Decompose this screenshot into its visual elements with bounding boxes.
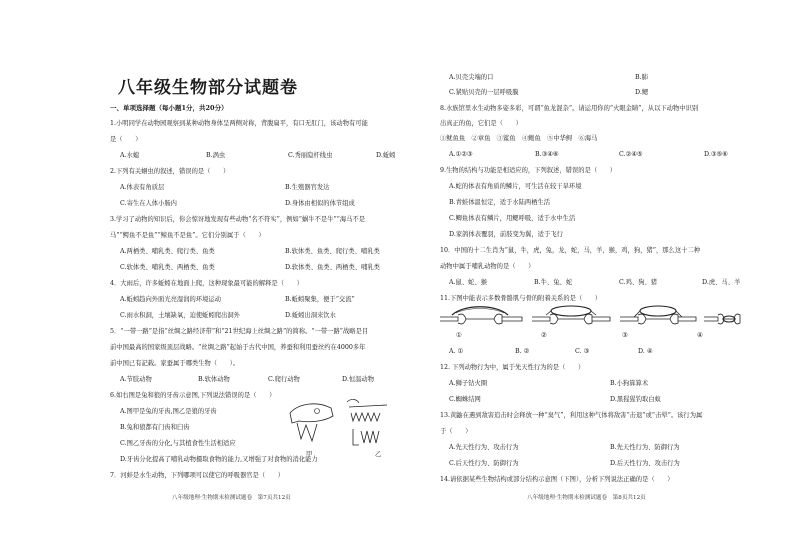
question-12-option-c[interactable]: C.蜘蛛结网 — [449, 396, 481, 403]
question-3-option-b[interactable]: B.软体类、鱼类、爬行类、哺乳类 — [285, 248, 380, 255]
section-heading: 一、单项选择题（每小题1分，共20分） — [110, 104, 228, 112]
question-12-option-b[interactable]: B.小狗算算术 — [610, 380, 649, 387]
question-10-option-d[interactable]: D.虎、马、羊 — [702, 279, 741, 286]
question-5-option-a[interactable]: A.节肢动物 — [120, 376, 152, 383]
figure-label-1: ① — [456, 332, 462, 339]
question-1-stem-line1: 1.小明同学在动物园观察到某种动物身体呈两侧对称，背腹扁平，有口无肛门，该动物有可能 — [110, 120, 368, 127]
question-9-option-c[interactable]: C.鲫鱼体表有鳞片，用鳃呼吸，适于水中生活 — [449, 215, 576, 222]
question-6-option-a[interactable]: A.图甲是兔的牙齿,图乙是狼的牙齿 — [120, 408, 217, 415]
question-10-option-c[interactable]: C.鸡、狗、猪 — [619, 279, 658, 286]
question-13-stem-line2: 于（ ） — [440, 428, 472, 435]
page-footer-right: 八年级地理·生物期末检测试题卷 第8页共12页 — [527, 495, 646, 501]
muscle-bone-figure — [438, 305, 743, 331]
question-7-option-d[interactable]: D.鳃 — [635, 89, 649, 96]
question-8-stem-line2: 出真正的鱼，它们是（ ） — [440, 120, 522, 127]
question-11-option-c[interactable]: C. ③ — [575, 348, 590, 355]
question-11-option-b[interactable]: B. ② — [515, 348, 530, 355]
figure-label-2: ② — [541, 332, 547, 339]
question-7-option-c[interactable]: C.紧贴贝壳的一层呼吸膜 — [449, 89, 519, 96]
question-3-stem-line2: 马”“鳄鱼不是鱼”“鲸鱼不是鱼”。它们分别属于（ ） — [110, 232, 265, 239]
question-4-option-d[interactable]: D.蚯蚓出洞来饮水 — [285, 312, 336, 319]
question-6-stem: 6.如右图是兔和狼的牙齿示意图,下列说法错误的是（ ） — [110, 392, 276, 399]
question-13-option-c[interactable]: C.后天性行为、防御行为 — [449, 460, 519, 467]
question-6-option-b[interactable]: B.兔和狼都有门齿和臼齿 — [120, 424, 190, 431]
figure-label-3: ③ — [622, 332, 628, 339]
question-2-option-a[interactable]: A.体表有角质层 — [120, 184, 165, 191]
question-5-stem-line1: 5．“一带一路”是指“丝绸之路经济带”和“21世纪海上丝绸之路”的简称。“一带一路”战略是目 — [110, 328, 369, 335]
question-5-option-c[interactable]: C.爬行动物 — [268, 376, 300, 383]
question-2-option-d[interactable]: D.身体由相似的体节组成 — [285, 200, 355, 207]
question-13-option-a[interactable]: A.先天性行为、攻击行为 — [449, 444, 519, 451]
question-6-option-c[interactable]: C.图乙牙齿的分化,与其植食性生活相适应 — [120, 440, 236, 447]
question-14-stem: 14.请依据某些生物结构或部分结构示意图（下图），分析下列说法正确的是（ ） — [440, 476, 674, 483]
question-8-stem-line1: 8.水族馆里水生动物多姿多彩，可谓“鱼龙混杂”。请运用你的“火眼金睛”，从以下动物中识别 — [440, 105, 699, 112]
question-10-stem-line1: 10．中国的十二生肖为“鼠，牛，虎，兔，龙，蛇，马，羊，猴，鸡，狗，猪”，那么这十二种 — [440, 247, 701, 254]
question-5-option-d[interactable]: D.恒温动物 — [342, 376, 375, 383]
page-footer-left: 八年级地理·生物期末检测试题卷 第7页共12页 — [172, 495, 291, 501]
question-10-option-b[interactable]: B.牛、兔、蛇 — [534, 279, 573, 286]
question-12-stem: 12. 下列动物行为中，属于先天性行为的是（ ） — [440, 364, 585, 371]
question-12-option-d[interactable]: D.黑猩猩钓取白蚁 — [610, 396, 661, 403]
question-8-option-b[interactable]: B.③④⑥ — [535, 151, 559, 158]
question-10-option-a[interactable]: A.鼠、蛇、猴 — [449, 279, 488, 286]
question-11-option-a[interactable]: A. ① — [449, 348, 464, 355]
question-9-option-d[interactable]: D.家鸽体表覆羽，前肢变为翼，适于飞行 — [449, 231, 563, 238]
question-1-option-d[interactable]: D.蚯蚓 — [376, 152, 396, 159]
question-5-stem-line2: 前中国最高的国家级顶层战略。“丝绸之路”起始于古代中国，养蚕和利用蚕丝约在4000多年 — [110, 344, 366, 351]
question-3-option-c[interactable]: C.软体类、哺乳类、两栖类、鱼类 — [120, 264, 215, 271]
question-8-option-d[interactable]: D.③⑤⑥ — [704, 151, 728, 158]
question-13-option-d[interactable]: D.后天性行为、攻击行为 — [610, 460, 680, 467]
question-4-option-c[interactable]: C.雨水积洞，土壤缺氧，迫使蚯蚓爬出洞外 — [120, 312, 240, 319]
question-8-option-a[interactable]: A.①②③ — [449, 151, 473, 158]
question-12-option-a[interactable]: A.狮子钻火圈 — [449, 380, 488, 387]
question-3-option-a[interactable]: A.两栖类、哺乳类、爬行类、鱼类 — [120, 248, 215, 255]
question-13-option-b[interactable]: B.先天性行为、防御行为 — [610, 444, 680, 451]
question-9-option-a[interactable]: A.蛇的体表有角质的鳞片，可生活在较干旱环境 — [449, 183, 582, 190]
question-11-stem: 11.下图中能表示多数骨骼肌与骨的附着关系的是（ ） — [440, 295, 602, 302]
question-2-stem: 2.下列有关蛔虫的叙述，错误的是（ ） — [110, 168, 230, 175]
question-2-option-c[interactable]: C.寄生在人体小肠内 — [120, 200, 177, 207]
question-13-stem-line1: 13.黄鼬在遇到敌害追击时会释放一种“臭气”，利用这种气体将敌害“击退”或“击晕”。该行为属 — [440, 412, 703, 419]
question-3-stem-line1: 3.学习了动物的知识后，你会惊讶地发现有些动物“名不符实”，例如“蜗牛不是牛”“海马不是 — [110, 216, 366, 223]
question-9-stem: 9.生物的结构与功能是相适应的，下列叙述，错误的是（ ） — [440, 167, 617, 174]
question-1-option-a[interactable]: A.水螅 — [120, 152, 140, 159]
right-page — [397, 0, 794, 556]
question-5-option-b[interactable]: B.软体动物 — [198, 376, 230, 383]
question-4-option-a[interactable]: A.蚯蚓趋向外面光亮湿润的环境运动 — [120, 296, 222, 303]
question-7-option-b[interactable]: B.肺 — [635, 74, 648, 81]
figure-label-jia: 甲 — [306, 451, 313, 458]
question-4-stem: 4．大雨后，许多蚯蚓在地面上爬，这种现象最可能的解释是（ ） — [110, 280, 303, 287]
question-2-option-b[interactable]: B.生殖器官发达 — [285, 184, 330, 191]
exam-title: 八年级生物部分试题卷 — [118, 78, 298, 98]
figure-label-4: ④ — [697, 332, 703, 339]
question-1-option-c[interactable]: C.秀丽隐杆线虫 — [288, 152, 333, 159]
question-8-option-c[interactable]: C.②④⑤ — [619, 151, 643, 158]
question-11-option-d[interactable]: D. ④ — [638, 348, 653, 355]
figure-label-yi: 乙 — [375, 451, 382, 458]
question-7-option-a[interactable]: A.贝壳尖端的口 — [449, 74, 494, 81]
question-5-stem-line3: 前中国已有記载。家蚕属于哪类生物（ ）。 — [110, 360, 240, 367]
question-4-option-b[interactable]: B.蚯蚓聚集，便于“交流” — [285, 296, 355, 303]
question-10-stem-line2: 动物中属于哺乳动物的是（ ） — [440, 263, 535, 270]
question-1-option-b[interactable]: B.涡虫 — [206, 152, 226, 159]
question-1-stem-line2: 是（ ） — [110, 136, 142, 143]
question-9-option-b[interactable]: B.青蛙体温恒定，适于水陆两栖生活 — [449, 199, 551, 206]
question-3-option-d[interactable]: D.软体类、鱼类、两栖类、哺乳类 — [285, 264, 380, 271]
question-8-animals: ①鱿鱼鱼 ②章鱼 ③鲨鱼 ④鲍鱼 ⑤中华鲟 ⑥海马 — [440, 135, 598, 142]
rabbit-wolf-skull-figure — [287, 399, 395, 451]
question-6-option-d[interactable]: D.牙齿分化提高了哺乳动物摄取食物的能力,又增强了对食物的消化能力 — [120, 456, 318, 463]
question-7-stem: 7．河蚌是水生动物，下列哪项可以使它的呼吸器官是（ ） — [110, 472, 285, 479]
